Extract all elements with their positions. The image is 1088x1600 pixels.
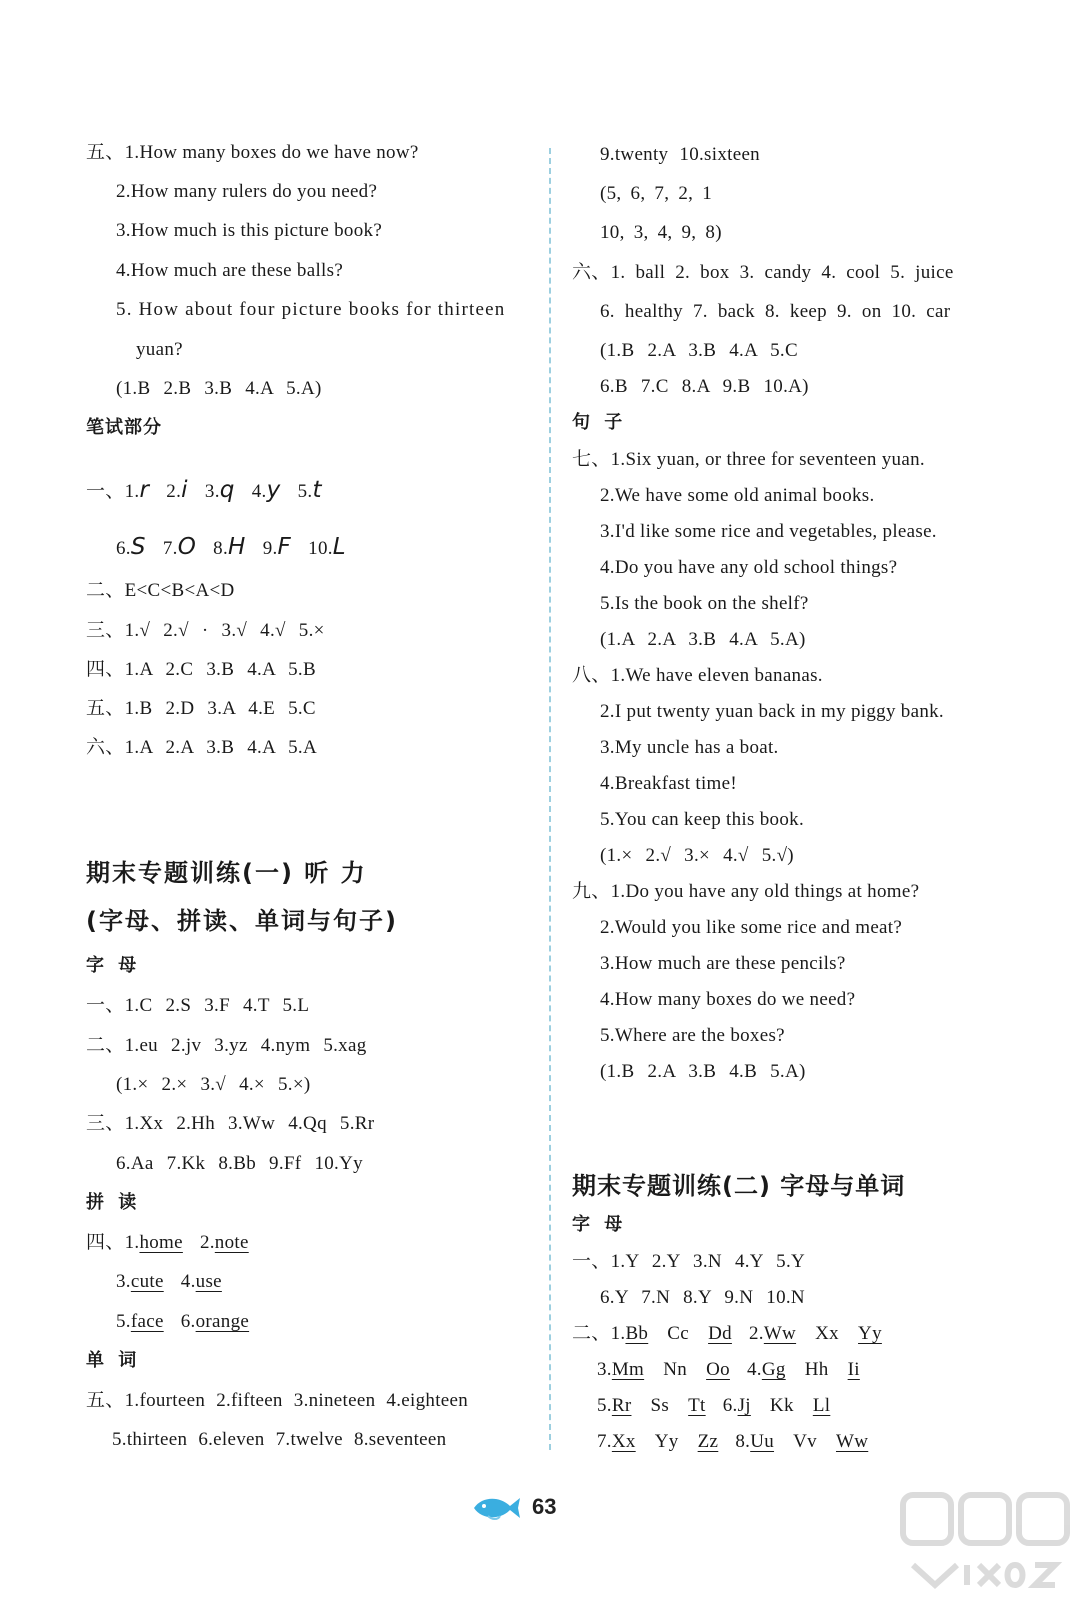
answer-line: 三、1.Xx 2.Hh 3.Ww 4.Qq 5.Rr xyxy=(86,1113,375,1134)
answer-line: 6.Aa 7.Kk 8.Bb 9.Ff 10.Yy xyxy=(116,1153,363,1174)
answer-line: 三、1.√ 2.√ · 3.√ 4.√ 5.× xyxy=(86,620,325,641)
answer-line: (1.B 2.A 3.B 4.A 5.C xyxy=(600,340,798,361)
handwritten-answers-row-2: 6.S 7.O 8.H 9.F 10.L xyxy=(116,534,346,560)
answer-line: 9.twenty 10.sixteen xyxy=(600,144,760,165)
answer-line: 3.How much are these pencils? xyxy=(600,953,846,974)
answer-line: 五、1.How many boxes do we have now? xyxy=(86,142,419,163)
answer-line: 6.Y 7.N 8.Y 9.N 10.N xyxy=(600,1287,805,1308)
section-heading-phonics: 拼 读 xyxy=(86,1192,141,1213)
answer-line: 10, 3, 4, 9, 8) xyxy=(600,222,722,243)
answer-line: 3.How much is this picture book? xyxy=(116,220,383,241)
answer-line: 七、1.Six yuan, or three for seventeen yuan. xyxy=(572,449,925,470)
answer-line: 2.How many rulers do you need? xyxy=(116,181,378,202)
answer-line: 5.Is the book on the shelf? xyxy=(600,593,809,614)
answer-line: 4.How much are these balls? xyxy=(116,260,344,281)
phonics-answers-row: 3.cute 4.use xyxy=(116,1271,222,1292)
answer-line: (1.B 2.A 3.B 4.B 5.A) xyxy=(600,1061,806,1082)
phonics-answers-row: 5.face 6.orange xyxy=(116,1311,250,1332)
answer-line: 3.I'd like some rice and vegetables, please. xyxy=(600,521,937,542)
answer-line: 五、1.fourteen 2.fifteen 3.nineteen 4.eighteen xyxy=(86,1390,469,1411)
chapter-title-2: 期末专题训练(二) 字母与单词 xyxy=(572,1172,906,1200)
section-heading-sentences: 句 子 xyxy=(572,412,627,433)
handwritten-answers-row-1: 一、1.r 2.i 3.q 4.y 5.t xyxy=(86,477,322,503)
chapter-subtitle-1: (字母、拼读、单词与句子) xyxy=(86,907,398,935)
section-heading-words: 单 词 xyxy=(86,1350,141,1371)
answer-line: 6.B 7.C 8.A 9.B 10.A) xyxy=(600,376,809,397)
answer-line: 一、1.C 2.S 3.F 4.T 5.L xyxy=(86,995,310,1016)
answer-line: 九、1.Do you have any old things at home? xyxy=(572,881,920,902)
answer-line: 3.My uncle has a boat. xyxy=(600,737,779,758)
answer-line: 2.I put twenty yuan back in my piggy bank. xyxy=(600,701,944,722)
letter-group-row: 5.Rr Ss Tt 6.Jj Kk Ll xyxy=(597,1395,831,1416)
answer-line: 二、E<C<B<A<D xyxy=(86,580,235,601)
letter-group-row: 3.Mm Nn Oo 4.Gg Hh Ii xyxy=(597,1359,860,1380)
answer-line: 5. How about four picture books for thirteen xyxy=(116,299,506,320)
letter-group-row: 7.Xx Yy Zz 8.Uu Vv Ww xyxy=(597,1431,869,1452)
answer-line: 四、1.A 2.C 3.B 4.A 5.B xyxy=(86,659,316,680)
section-heading-letters-2: 字 母 xyxy=(572,1214,627,1235)
answer-line: 4.Do you have any old school things? xyxy=(600,557,898,578)
answer-line: 八、1.We have eleven bananas. xyxy=(572,665,823,686)
answer-line: 4.Breakfast time! xyxy=(600,773,737,794)
answer-line: 六、1.A 2.A 3.B 4.A 5.A xyxy=(86,737,317,758)
answer-line: 2.We have some old animal books. xyxy=(600,485,875,506)
section-heading-written: 笔试部分 xyxy=(86,417,162,438)
answer-line: (1.B 2.B 3.B 4.A 5.A) xyxy=(116,378,322,399)
watermark-logo xyxy=(895,1485,1075,1595)
section-heading-letters: 字 母 xyxy=(86,955,141,976)
answer-line: (5, 6, 7, 2, 1 xyxy=(600,183,713,204)
answer-line: (1.× 2.√ 3.× 4.√ 5.√) xyxy=(600,845,794,866)
answer-line: 2.Would you like some rice and meat? xyxy=(600,917,903,938)
fish-icon xyxy=(470,1492,522,1522)
answer-line: 一、1.Y 2.Y 3.N 4.Y 5.Y xyxy=(572,1251,806,1272)
answer-line: yuan? xyxy=(136,339,183,360)
answer-line: (1.× 2.× 3.√ 4.× 5.×) xyxy=(116,1074,311,1095)
phonics-answers-row: 四、1.home 2.note xyxy=(86,1232,249,1253)
answer-line: 4.How many boxes do we need? xyxy=(600,989,856,1010)
letter-group-row: 二、1.Bb Cc Dd 2.Ww Xx Yy xyxy=(572,1323,882,1344)
chapter-title-1: 期末专题训练(一) 听 力 xyxy=(86,859,367,887)
answer-line: (1.A 2.A 3.B 4.A 5.A) xyxy=(600,629,806,650)
answer-line: 五、1.B 2.D 3.A 4.E 5.C xyxy=(86,698,316,719)
answer-line: 六、1. ball 2. box 3. candy 4. cool 5. juice xyxy=(572,262,954,283)
answer-line: 5.thirteen 6.eleven 7.twelve 8.seventeen xyxy=(112,1429,447,1450)
answer-line: 5.You can keep this book. xyxy=(600,809,805,830)
page-number: 63 xyxy=(532,1494,557,1519)
answer-line: 二、1.eu 2.jv 3.yz 4.nym 5.xag xyxy=(86,1035,367,1056)
answer-line: 5.Where are the boxes? xyxy=(600,1025,785,1046)
column-divider xyxy=(549,148,551,1450)
answer-line: 6. healthy 7. back 8. keep 9. on 10. car xyxy=(600,301,951,322)
